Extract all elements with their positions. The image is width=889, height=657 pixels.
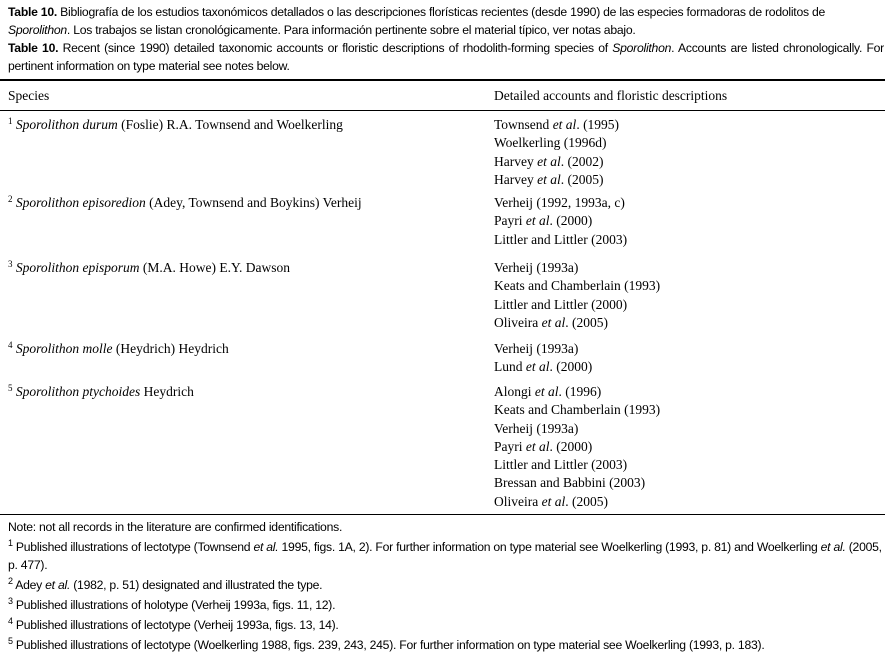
account-reference — [494, 314, 660, 332]
caption-label: Table 10. — [8, 41, 59, 55]
text-segment: Published illustrations of holotype (Verheij 1993a, figs. 11, 12). — [12, 598, 336, 612]
species-binomial: Sporolithon ptychoides — [15, 384, 141, 399]
account-reference — [494, 277, 660, 295]
accounts-list — [494, 259, 660, 332]
accounts-list — [494, 116, 619, 189]
text-segment: . (2000) — [549, 213, 593, 229]
text-segment: Published illustrations of lectotype (Verheij 1993a, figs. 13, 14). — [12, 618, 339, 632]
footnote-marker: 4 — [8, 616, 13, 626]
account-reference — [494, 401, 660, 419]
italic-text: et al. — [820, 540, 846, 554]
species-binomial: Sporolithon episoredion — [15, 195, 146, 210]
text-segment: . (2005) — [560, 171, 604, 187]
account-reference — [494, 231, 627, 249]
footnote-marker: 5 — [8, 636, 13, 646]
account-reference — [494, 116, 619, 134]
table-top-rule — [0, 79, 885, 81]
species-name — [8, 340, 229, 358]
italic-text: et al — [525, 438, 550, 454]
italic-text: et al — [534, 384, 559, 399]
footnote — [8, 538, 884, 574]
species-authority: (Foslie) R.A. Townsend and Woelkerling — [117, 117, 343, 132]
text-segment: Alongi — [494, 384, 535, 399]
species-binomial: Sporolithon molle — [15, 341, 113, 356]
account-reference — [494, 420, 660, 438]
text-segment: Oliveira — [494, 493, 542, 509]
text-segment: (2005, p. 477). — [8, 540, 882, 572]
text-segment: Littler and Littler (2003) — [494, 457, 628, 473]
text-segment: . (2000) — [549, 359, 593, 375]
account-reference — [494, 340, 592, 358]
footnote-marker: 5 — [8, 383, 13, 393]
footnote — [8, 616, 884, 634]
footnote-marker: 3 — [8, 596, 13, 606]
footnote-marker: 1 — [8, 116, 13, 126]
text-segment: Payri — [494, 438, 526, 454]
text-segment: . (1995) — [576, 117, 620, 132]
caption-genus: Sporolithon — [8, 23, 67, 37]
text-segment: Harvey — [494, 153, 538, 169]
footnote-marker: 2 — [8, 194, 13, 204]
italic-text: et al — [552, 117, 577, 132]
footnote-marker: 2 — [8, 576, 13, 586]
text-segment: Published illustrations of lectotype (Woelkerling 1988, figs. 239, 243, 245). For further information on type material see Woelkerling (1993, p. 183). — [12, 638, 765, 652]
text-segment: Littler and Littler (2000) — [494, 296, 628, 312]
caption-label: Table 10. — [8, 5, 58, 19]
caption-genus: Sporolithon — [612, 41, 672, 55]
caption-spanish — [8, 3, 884, 39]
account-reference — [494, 194, 627, 212]
text-segment: Payri — [494, 213, 526, 229]
accounts-list — [494, 383, 660, 511]
text-segment: . (2000) — [549, 438, 593, 454]
caption-text: Recent (since 1990) detailed taxonomic accounts or floristic descriptions of rhodolith-forming species of — [58, 41, 613, 55]
accounts-list — [494, 194, 627, 249]
account-reference — [494, 153, 619, 171]
table-notes — [8, 518, 884, 656]
italic-text: et al — [541, 314, 566, 330]
text-segment: Keats and Chamberlain (1993) — [494, 402, 661, 418]
species-authority: (Adey, Townsend and Boykins) Verheij — [145, 195, 362, 210]
text-segment: . (2005) — [565, 314, 608, 330]
text-segment: Note: not all records in the literature are confirmed identifications. — [8, 520, 343, 534]
italic-text: et al. — [45, 578, 71, 592]
species-name — [8, 194, 362, 212]
account-reference — [494, 134, 619, 152]
italic-text: et al — [525, 213, 550, 229]
header-rule — [0, 110, 885, 111]
caption-english — [8, 39, 884, 75]
text-segment: Littler and Littler (2003) — [494, 231, 628, 247]
account-reference — [494, 358, 592, 376]
species-binomial: Sporolithon durum — [15, 117, 118, 132]
account-reference — [494, 493, 660, 511]
text-segment: Verheij (1993a) — [494, 341, 579, 356]
account-reference — [494, 259, 660, 277]
caption-text: . Accounts are listed chronologically. For pertinent information on type material see notes below. — [8, 41, 884, 73]
text-segment: Townsend — [494, 117, 553, 132]
table-bottom-rule — [0, 514, 885, 515]
text-segment: Oliveira — [494, 314, 542, 330]
text-segment: Adey — [12, 578, 46, 592]
account-reference — [494, 212, 627, 230]
text-segment: (1982, p. 51) designated and illustrated the type. — [70, 578, 323, 592]
species-authority: Heydrich — [140, 384, 194, 399]
account-reference — [494, 474, 660, 492]
footnote — [8, 596, 884, 614]
footnote — [8, 576, 884, 594]
account-reference — [494, 456, 660, 474]
account-reference — [494, 296, 660, 314]
footnote-marker: 1 — [8, 538, 13, 548]
text-segment: Verheij (1993a) — [494, 260, 579, 275]
footnote — [8, 518, 884, 536]
caption-text: Bibliografía de los estudios taxonómicos detallados o las descripciones florísticas recientes (desde 1990) de las especies formadoras de rodolitos de — [57, 5, 826, 19]
account-reference — [494, 438, 660, 456]
header-accounts: Detailed accounts and floristic descriptions — [494, 88, 728, 103]
text-segment: Verheij (1992, 1993a, c) — [494, 195, 625, 210]
footnote — [8, 636, 884, 654]
text-segment: Published illustrations of lectotype (Townsend — [12, 540, 254, 554]
text-segment: Keats and Chamberlain (1993) — [494, 278, 661, 294]
text-segment: Lund — [494, 359, 526, 375]
account-reference — [494, 383, 660, 401]
text-segment: . (2005) — [565, 493, 608, 509]
account-reference — [494, 171, 619, 189]
text-segment: Bressan and Babbini (2003) — [494, 475, 646, 491]
species-authority: (Heydrich) Heydrich — [112, 341, 229, 356]
italic-text: et al — [537, 153, 561, 169]
text-segment: Woelkerling (1996d) — [494, 135, 607, 151]
footnote-marker: 3 — [8, 259, 13, 269]
species-authority: (M.A. Howe) E.Y. Dawson — [139, 260, 290, 275]
text-segment: Harvey — [494, 171, 538, 187]
caption-text: . Los trabajos se listan cronológicamente. Para información pertinente sobre el material típico, ver notas abajo. — [66, 23, 636, 37]
species-binomial: Sporolithon episporum — [15, 260, 140, 275]
text-segment: 1995, figs. 1A, 2). For further information on type material see Woelkerling (1993, p. 81) and Woelkerling — [278, 540, 821, 554]
species-name — [8, 259, 290, 277]
text-segment: Verheij (1993a) — [494, 420, 579, 436]
text-segment: . (1996) — [558, 384, 602, 399]
species-name — [8, 383, 194, 401]
text-segment: . (2002) — [560, 153, 604, 169]
italic-text: et al — [541, 493, 566, 509]
header-species: Species — [8, 88, 50, 103]
footnote-marker: 4 — [8, 340, 13, 350]
accounts-list — [494, 340, 592, 377]
italic-text: et al — [525, 359, 550, 375]
italic-text: et al. — [253, 540, 279, 554]
species-name — [8, 116, 343, 134]
italic-text: et al — [537, 171, 561, 187]
